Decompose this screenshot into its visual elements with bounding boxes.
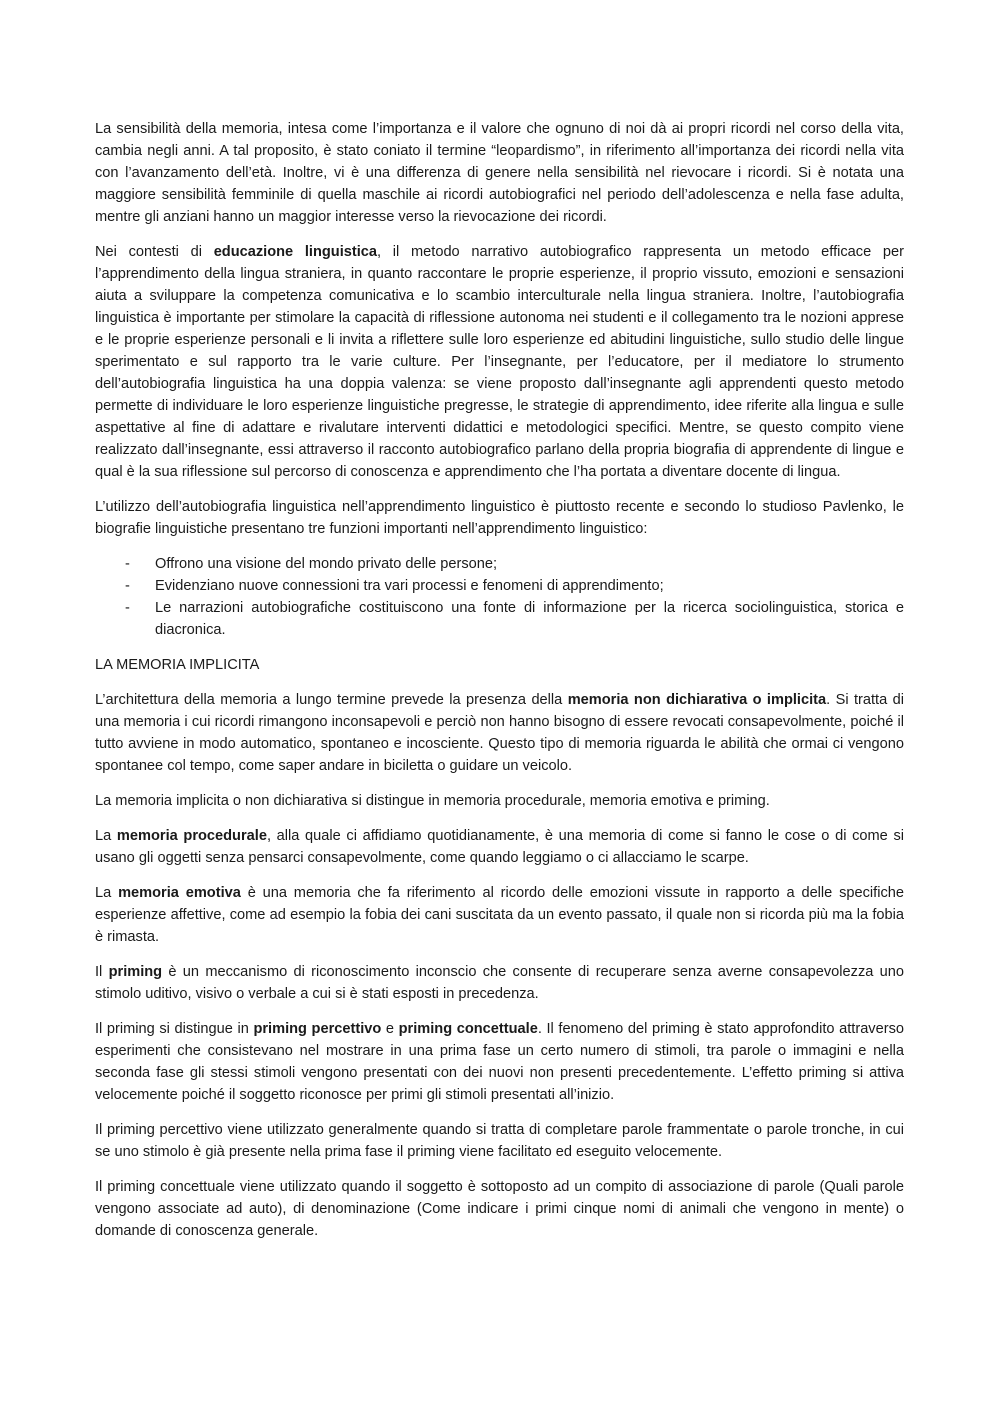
list-item-text: Evidenziano nuove connessioni tra vari processi e fenomeni di apprendimento; [155,578,664,594]
paragraph-text: La sensibilità della memoria, intesa come l’importanza e il valore che ognuno di noi dà ai propri ricordi nel corso della vita, cambia negli anni. A tal proposito, è stato coniato il termine “leopardismo”, in riferimento all’importanza dei ricordi nella vita con l’avanzamento dell’età. Inoltre, vi è una differenza di genere nella sensibilità nel rievocare i ricordi. Si è notata una maggiore sensibilità femminile di quella maschile ai ricordi autobiografici nel periodo dell’adolescenza e nella fase adulta, mentre gli anziani hanno un maggior interesse verso la rievocazione dei ricordi. [95,121,904,225]
paragraph-text: Il priming si distingue in [95,1021,254,1037]
paragraph-text: . Si tratta di una memoria i cui ricordi rimangono inconsapevoli e perciò non hanno bisogno di essere revocati consapevolmente, poiché il tutto avviene in modo automatico, spontaneo e incosciente. Questo tipo di memoria riguarda le abilità che ormai ci vengono spontanee col tempo, come saper andare in bicilettа o guidare un veicolo. [95,692,904,774]
list-bullet: - [125,578,130,594]
list-bullet: - [125,556,130,572]
bold-term: priming percettivo [253,1021,382,1037]
section-heading: LA MEMORIA IMPLICITA [95,657,260,673]
paragraph-text: La [95,828,117,844]
document-page [95,118,904,1255]
bold-term: memoria procedurale [116,828,267,844]
paragraph-priming [95,961,904,1005]
paragraph-memory-sensitivity [95,118,904,228]
paragraph-text: L’architettura della memoria a lungo termine prevede la presenza della [95,692,568,708]
paragraph-perceptual-priming [95,1119,904,1163]
paragraph-text: Il priming concettuale viene utilizzato quando il soggetto è sottoposto ad un compito di associazione di parole (Quali parole vengono associate ad auto), di denominazione (Come indicare i primi cinque nomi di animali che vengono in mente) o domande di conoscenza generale. [95,1179,904,1239]
bold-term: educazione linguistica [213,244,378,260]
paragraph-conceptual-priming [95,1176,904,1242]
paragraph-procedural-memory [95,825,904,869]
list-bullet: - [125,600,130,616]
paragraph-text: La [95,885,119,901]
paragraph-priming-types [95,1018,904,1106]
paragraph-text: , alla quale ci affidiamo quotidianamente, è una memoria di come si fanno le cose o di come si usano gli oggetti senza pensarci consapevolmente, come quando leggiamo o ci allacciamo le scarpe. [95,828,904,866]
paragraph-text: e [381,1021,399,1037]
list-item-text: Offrono una visione del mondo privato delle persone; [155,556,498,572]
list-item-text: Le narrazioni autobiografiche costituiscono una fonte di informazione per la ricerca sociolinguistica, storica e diacronica. [155,600,904,638]
paragraph-text: Il [95,964,109,980]
bold-term: priming [108,964,163,980]
paragraph-language-education [95,241,904,483]
paragraph-text: L’utilizzo dell’autobiografia linguistica nell’apprendimento linguistico è piuttosto recente e secondo lo studioso Pavlenko, le biografie linguistiche presentano tre funzioni importanti nell’apprendimento linguistico: [95,499,904,537]
functions-list [95,553,904,641]
list-item [95,575,904,597]
list-item [95,597,904,641]
paragraph-text: . Il fenomeno del priming è stato approfondito attraverso esperimenti che consistevano nel mostrare in una prima fase un certo numero di stimoli, tra parole o immagini e nella seconda fase gli stessi stimoli vengono presentati con dei nuovi non presenti precedentemente. L’effetto priming si attiva velocemente poiché il soggetto riconosce per primi gli stimoli presentati all’inizio. [95,1021,904,1103]
paragraph-text: Nei contesti di [95,244,214,260]
list-item [95,553,904,575]
paragraph-emotional-memory [95,882,904,948]
paragraph-text: è un meccanismo di riconoscimento inconscio che consente di recuperare senza averne consapevolezza uno stimolo uditivo, visivo o verbale a cui si è stati esposti in precedenza. [95,964,904,1002]
paragraph-text: , il metodo narrativo autobiografico rappresenta un metodo efficace per l’apprendimento della lingua straniera, in quanto raccontare le proprie esperienze, il proprio vissuto, emozioni e sensazioni aiuta a sviluppare la competenza comunicativa e lo scambio interculturale nella lingua straniera. Inoltre, l’autobiografia linguistica è importante per stimolare la capacità di riflessione autonoma nei studenti e il collegamento tra le nozioni apprese e le proprie esperienze personali e li invita a riflettere sulle loro esperienze ed abitudini linguistiche, sullo studio delle lingue sperimentato e sul rapporto tra le varie culture. Per l’insegnante, per l’educatore, per il mediatore lo strumento dell’autobiografia linguistica ha una doppia valenza: se viene proposto dall’insegnante agli apprendenti questo metodo permette di individuare le loro esperienze linguistiche pregresse, le strategie di apprendimento, idee riferite alla lingua e sulle aspettative al fine di adattare e rivalutare interventi didattici e metodologici specifici. Mentre, se questo compito viene realizzato dall’insegnante, essi attraverso il racconto autobiografico parlano della propria biografia di apprendente di lingue e qual è la sua riflessione sul percorso di conoscenza e apprendimento che l’ha portata a diventare docente di lingua. [95,244,905,480]
paragraph-implicit-memory [95,689,904,777]
bold-term: memoria non dichiarativa o implicita [567,692,827,708]
paragraph-text: Il priming percettivo viene utilizzato generalmente quando si tratta di completare parole frammentate o parole tronche, in cui se uno stimolo è già presente nella prima fase il priming viene facilitato ed eseguito velocemente. [95,1122,904,1160]
paragraph-text: La memoria implicita o non dichiarativa si distingue in memoria procedurale, memoria emotiva e priming. [95,793,770,809]
paragraph-text: è una memoria che fa riferimento al ricordo delle emozioni vissute in rapporto a delle specifiche esperienze affettive, come ad esempio la fobia dei cani suscitata da un evento passato, il quale non si ricorda più ma la fobia è rimasta. [95,885,904,945]
paragraph-pavlenko [95,496,904,540]
bold-term: memoria emotiva [118,885,241,901]
bold-term: priming concettuale [398,1021,538,1037]
paragraph-implicit-types [95,790,904,812]
